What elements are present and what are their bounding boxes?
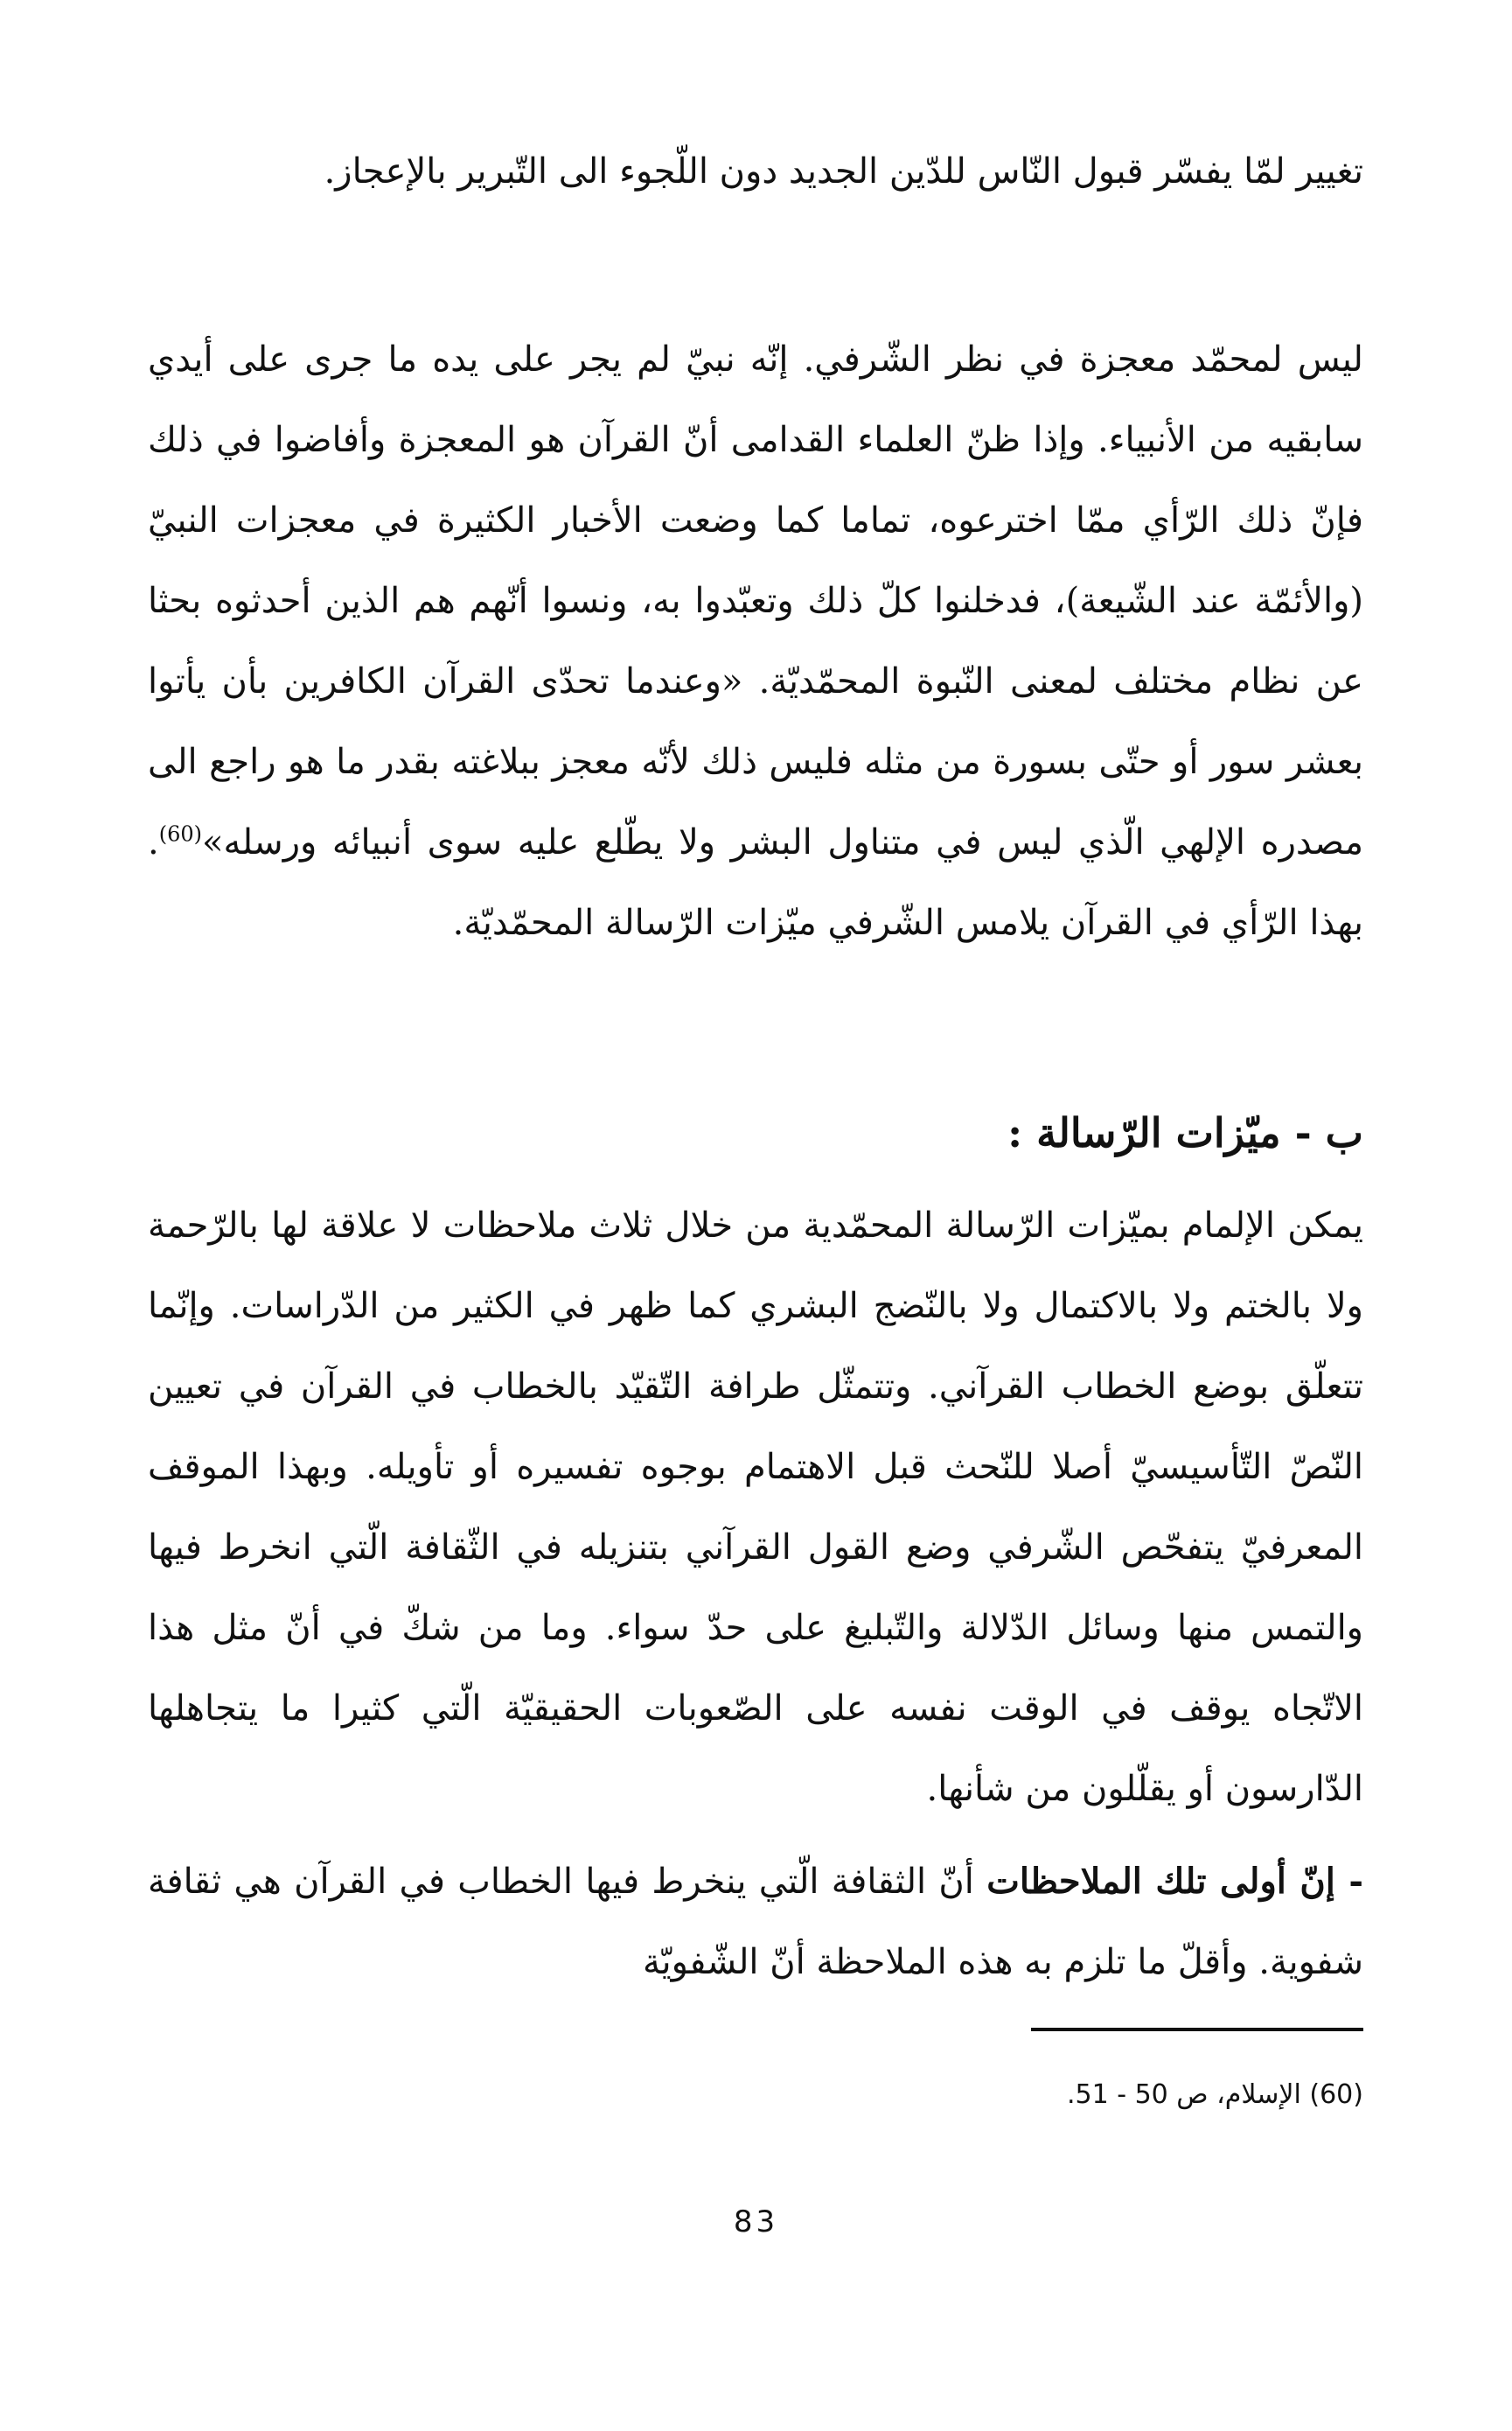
footnote: (60) الإسلام، ص 50 - 51.: [1066, 2079, 1363, 2110]
paragraph-quran-view-ending: . بهذا الرّأي في القرآن يلامس الشّرفي ميّزات الرّسالة المحمّديّة.: [148, 822, 1363, 943]
paragraph-first-note: [148, 1841, 1363, 2002]
paragraph-intro-text: تغيير لمّا يفسّر قبول النّاس للدّين الجديد دون اللّجوء الى التّبرير بالإعجاز.: [324, 151, 1363, 192]
paragraph-intro: [148, 131, 1363, 212]
first-note-lead: - إنّ أولى تلك الملاحظات: [986, 1861, 1363, 1902]
footnote-reference: (60): [158, 821, 203, 847]
section-heading: ب - ميّزات الرّسالة :: [1007, 1109, 1363, 1156]
first-note-text: أنّ الثقافة الّتي ينخرط فيها الخطاب في القرآن هي ثقافة شفوية. وأقلّ ما تلزم به هذه الملاحظة أنّ الشّفويّة: [148, 1862, 1363, 1982]
paragraph-message-features: [148, 1185, 1363, 1829]
paragraph-quran-view-text: ليس لمحمّد معجزة في نظر الشّرفي. إنّه نبيّ لم يجر على يده ما جرى على أيدي سابقيه من الأنبياء. وإذا ظنّ العلماء القدامى أنّ القرآن هو المعجزة وأفاضوا في ذلك فإنّ ذلك الرّأي ممّا اخترعوه، تماما كما وضعت الأخبار الكثيرة في معجزات النبيّ (والأئمّة عند الشّيعة)، فدخلنوا كلّ ذلك وتعبّدوا به، ونسوا أنّهم هم الذين أحدثوه بحثا عن نظام مختلف لمعنى النّبوة المحمّديّة. «وعندما تحدّى القرآن الكافرين بأن يأتوا بعشر سور أو حتّى بسورة من مثله فليس ذلك لأنّه معجز ببلاغته بقدر ما هو راجع الى مصدره الإلهي الّذي ليس في متناول البشر ولا يطّلع عليه سوى أنبيائه ورسله»: [148, 339, 1363, 863]
page-number: 83: [733, 2204, 779, 2239]
paragraph-quran-view: [148, 319, 1363, 963]
footnote-divider: [1031, 2028, 1363, 2031]
paragraph-message-features-text: يمكن الإلمام بميّزات الرّسالة المحمّدية من خلال ثلاث ملاحظات لا علاقة لها بالرّحمة ولا بالختم ولا بالاكتمال ولا بالنّضج البشري كما ظهر في الكثير من الدّراسات. وإنّما تتعلّق بوضع الخطاب القرآني. وتتمثّل طرافة التّقيّد بالخطاب في القرآن في تعيين النّصّ التّأسيسيّ أصلا للنّحث قبل الاهتمام بوجوه تفسيره أو تأويله. وبهذا الموقف المعرفيّ يتفحّص الشّرفي وضع القول القرآني بتنزيله في الثّقافة الّتي انخرط فيها والتمس منها وسائل الدّلالة والتّبليغ على حدّ سواء. وما من شكّ في أنّ مثل هذا الاتّجاه يوقف في الوقت نفسه على الصّعوبات الحقيقيّة الّتي كثيرا ما يتجاهلها الدّارسون أو يقلّلون من شأنها.: [148, 1205, 1363, 1809]
